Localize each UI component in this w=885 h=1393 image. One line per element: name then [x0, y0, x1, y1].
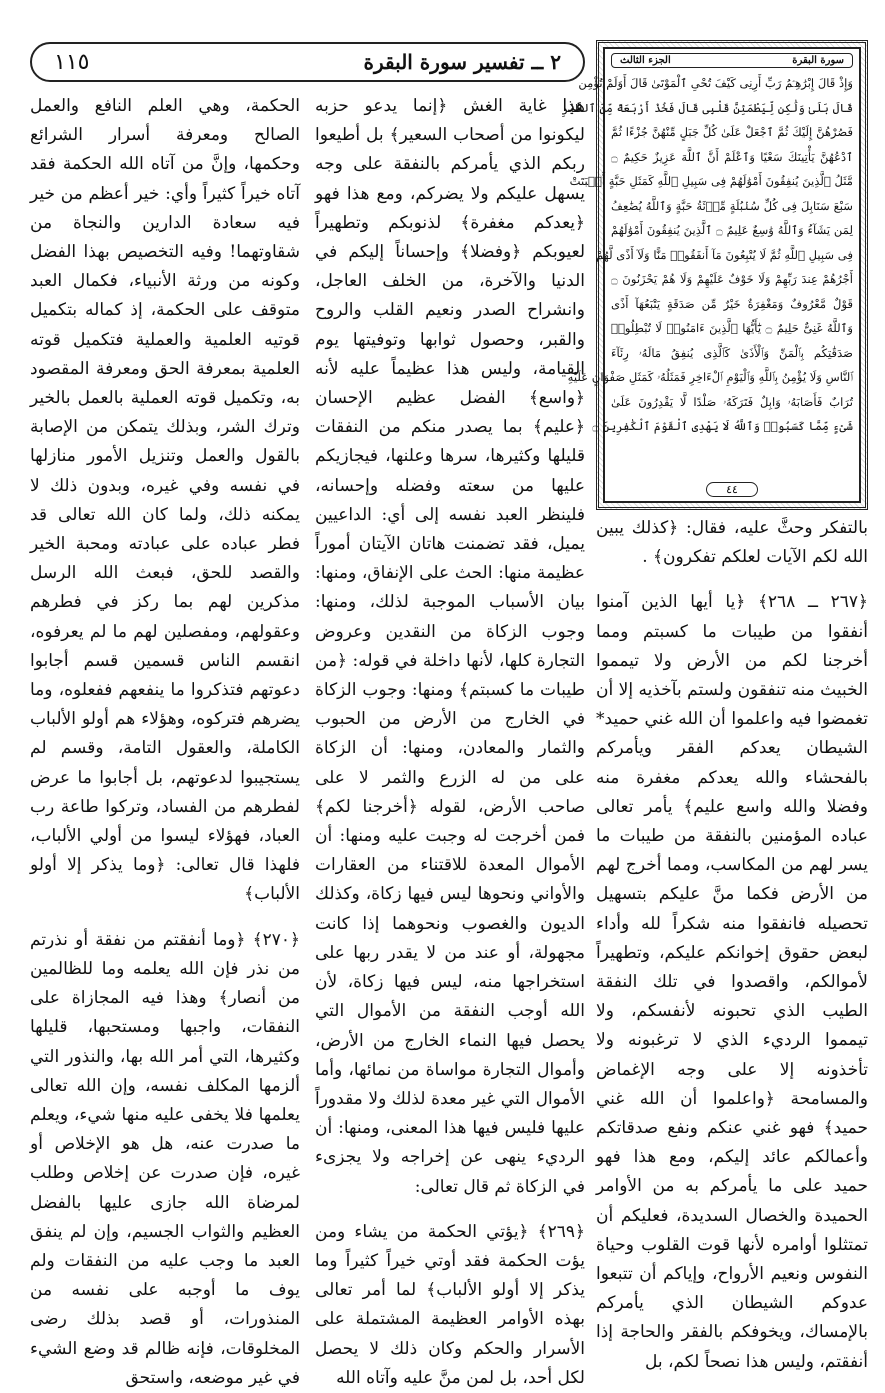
- paragraph: بالتفكر وحثَّ عليه، فقال: ﴿كذلك يبين الله لكم الآيات لعلكم تفكرون﴾ .: [596, 518, 868, 568]
- quran-line: فَصُرْهُنَّ إِلَيْكَ ثُمَّ ٱجْعَلْ عَلَىٰ كُلِّ جَبَلٍ مِّنْهُنَّ جُزْءًا ثُمَّ: [611, 125, 853, 139]
- mushaf-juz-name: الجزء الثالث: [620, 55, 671, 66]
- quran-line: أَجْرُهُمْ عِندَ رَبِّهِمْ وَلَا خَوْفٌ عَلَيْهِمْ وَلَا هُمْ يَحْزَنُونَ ۝: [611, 272, 853, 286]
- quran-line: قَوْلٌ مَّعْرُوفٌ وَمَغْفِرَةٌ خَيْرٌ مِّن صَدَقَةٍ يَتْبَعُهَآ أَذًى: [611, 296, 853, 311]
- text-column-right: [596, 514, 868, 1377]
- paragraph: الحكمة، وهي العلم النافع والعمل الصالح ومعرفة أسرار الشرائع وحكمها، وإنَّ من آتاه الله الحكمة فقد آتاه خيراً كثيراً وأي: خير أعظم من خير فيه سعادة الدارين والنجاة من شقاوتهما! وفيه التخصيص بهذا الفضل وكونه من ورثة الأنبياء، فكمال العبد متوقف على الحكمة، إذ كماله بتكميل قوتيه العلمية والعملية فتكميل قوته العلمية بمعرفة الحق ومعرفة المقصود به، وتكميل قوته العملية بالعمل بالخير وترك الشر، وبذلك يتمكن من الإصابة بالقول والعمل وتنزيل الأمور منازلها في نفسه وفي غيره، وبدون ذلك لا يمكنه ذلك، ولما كان الله تعالى قد فطر عباده على عبادته ومحبة الخير والقصد للحق، فبعث الله الرسل مذكرين لهم بما ركز في فطرهم وعقولهم، ومفصلين لهم ما لم يعرفوه، انقسم الناس قسمين قسم أجابوا دعوتهم فتذكروا ما ينفعهم ففعلوه، وما يضرهم فتركوه، وهؤلاء هم أولو الألباب الكاملة، والعقول التامة، وقسم لم يستجيبوا لدعوتهم، بل أجابوا ما عرض لفطرهم من الفساد، وتركوا طاعة رب العباد، فهؤلاء ليسوا من أولي الألباب، فلهذا قال تعالى: ﴿وما يذكر إلا أولو الألباب﴾: [30, 96, 300, 905]
- paragraph-spacer: [596, 572, 868, 588]
- page-number: ١١٥: [54, 49, 90, 75]
- quran-line: ٱلنَّاسِ وَلَا يُؤْمِنُ بِٱللَّهِ وَٱلْيَوْمِ ٱلْءَاخِرِ فَمَثَلُهُۥ كَمَثَلِ صَفْوَانٍ عَلَيْهِ: [567, 370, 853, 384]
- paragraph: ﴿٢٦٩﴾ ﴿يؤتي الحكمة من يشاء ومن يؤت الحكمة فقد أوتي خيراً كثيراً وما يذكر إلا أولو الألباب﴾ لما أمر تعالى بهذه الأوامر العظيمة المشتملة على الأسرار والحكم وكان ذلك لا يحصل لكل أحد، بل لمن منَّ عليه وآتاه الله: [315, 1221, 585, 1388]
- paragraph: ﴿٢٧٠﴾ ﴿وما أنفقتم من نفقة أو نذرتم من نذر فإن الله يعلمه وما للظالمين من أنصار﴾ وهذا فيه المجازاة على النفقات، واجبها ومستحبها، قليلها وكثيرها، التي أمر الله بها، والنذور التي ألزمها المكلف نفسه، وإن الله تعالى يعلمها فلا يخفى عليه منها شيء، ويعلم ما صدرت عنه، هل هو الإخلاص أو غيره، فإن صدرت عن إخلاص وطلب لمرضاة الله جازى عليها بالفضل العظيم والثواب الجسيم، وإن لم ينفق العبد ما وجب عليه من النفقات ولم يوف ما أوجبه على نفسه من المنذورات، أو قصد بذلك رضى المخلوقات، فإنه ظالم قد وضع الشيء في غير موضعه، واستحق: [30, 929, 300, 1388]
- paragraph: ﴿٢٦٧ ــ ٢٦٨﴾ ﴿يا أيها الذين آمنوا أنفقوا من طيبات ما كسبتم ومما أخرجنا لكم من الأرض ولا تيمموا الخبيث منه تنفقون ولستم بآخذيه إلا أن تغمضوا فيه واعلموا أن الله غني حميد* الشيطان يعدكم الفقر ويأمركم بالفحشاء والله يعدكم مغفرة منه وفضلا والله واسع عليم﴾ يأمر تعالى عباده المؤمنين بالنفقة من طيبات ما يسر لهم من المكاسب، ومما أخرج لهم من الأرض فكما منَّ عليكم بتسهيل تحصيله فانفقوا منه شكراً لله وأداء لبعض حقوق إخوانكم عليكم، وتطهيراً لأموالكم، واقصدوا في تلك النفقة الطيب الذي تحبونه لأنفسكم، ولا تيمموا الرديء الذي لا ترغبونه ولا تأخذونه إلا على وجه الإغماض والمسامحة ﴿واعلموا أن الله غني حميد﴾ فهو غني عنكم ونفع صدقاتكم وأعمالكم عائد إليكم، ومع هذا فهو حميد على ما يأمركم به من الأوامر الحميدة والخصال السديدة، فعليكم أن تمتثلوا أوامره لأنها قوت القلوب وحياة النفوس ونعيم الأرواح، وإياكم أن تتبعوا عدوكم الشيطان الذي يأمركم بالإمساك، ويخوفكم بالفقر والحاجة إذا أنفقتم، وليس هذا نصحاً لكم، بل: [596, 592, 868, 1372]
- paragraph-spacer: [315, 1202, 585, 1218]
- quran-line: مَّثَلُ ٱلَّذِينَ يُنفِقُونَ أَمْوَٰلَهُمْ فِى سَبِيلِ ٱللَّهِ كَمَثَلِ حَبَّةٍ أَنۢبَتَتْ: [569, 174, 853, 188]
- paragraph: هذا غاية الغش ﴿إنما يدعو حزبه ليكونوا من أصحاب السعير﴾ بل أطيعوا ربكم الذي يأمركم بالنفقة على وجه يسهل عليكم ولا يضركم، ومع هذا فهو ﴿يعدكم مغفرة﴾ لذنوبكم وتطهيراً لعيوبكم ﴿وفضلا﴾ وإحساناً إليكم في الدنيا والآخرة، من الخلف العاجل، وانشراح الصدر ونعيم القلب والروح والقبر، وحصول ثوابها وتوفيتها يوم القيامة، وليس هذا عظيماً عليه لأنه ﴿واسع﴾ الفضل عظيم الإحسان ﴿عليم﴾ بما يصدر منكم من النفقات قليلها وكثيرها، سرها وعلنها، فيجازيكم عليها من سعته وفضله وإحسانه، فلينظر العبد نفسه إلى أي: الداعيين يميل، فقد تضمنت هاتان الآيتان أموراً عظيمة منها: الحث على الإنفاق، ومنها: بيان الأسباب الموجبة لذلك، ومنها: وجوب الزكاة من النقدين وعروض التجارة كلها، لأنها داخلة في قوله: ﴿من طيبات ما كسبتم﴾ ومنها: وجوب الزكاة في الخارج من الأرض من الحبوب والثمار والمعادن، ومنها: أن الزكاة على من له الزرع والثمر لا على صاحب الأرض، لقوله ﴿أخرجنا لكم﴾ فمن أخرجت له وجبت عليه ومنها: أن الأموال المعدة للاقتناء من العقارات والأواني ونحوها ليس فيها زكاة، وكذلك الديون والغصوب ونحوهما إذا كانت مجهولة، أو عند من لا يقدر ربها على استخراجها منه، ليس فيها زكاة، لأن الله أوجب النفقة من الأموال التي يحصل فيها النماء الخارج من الأرض، وأموال التجارة مواساة من نمائها، وأما الأموال التي غير معدة لذلك ولا مقدوراً عليها فليس فيها هذا المعنى، ومنها: أن الرديء ينهى عن إخراجه ولا يجزىء في الزكاة ثم قال تعالى:: [315, 96, 585, 1197]
- quran-verses: [561, 71, 853, 479]
- quran-line: وَإِذْ قَالَ إِبْرَٰهِـۧمُ رَبِّ أَرِنِى كَيْفَ تُحْىِ ٱلْمَوْتَىٰ قَالَ أَوَلَمْ تُؤْمِن: [578, 76, 853, 90]
- quran-text-frame: [561, 40, 868, 510]
- quran-line: صَدَقَٰتِكُم بِٱلْمَنِّ وَٱلْأَذَىٰ كَٱلَّذِى يُنفِقُ مَالَهُۥ رِئَآءَ: [611, 345, 853, 360]
- text-column-left: [30, 92, 300, 1393]
- quran-line: وَٱللَّهُ غَنِىٌّ حَلِيمٌ ۝ يَٰٓأَيُّهَا ٱلَّذِينَ ءَامَنُوا۟ لَا تُبْطِلُوا۟: [611, 321, 853, 335]
- quran-line: تُرَابٌ فَأَصَابَهُۥ وَابِلٌ فَتَرَكَهُۥ صَلْدًا لَّا يَقْدِرُونَ عَلَىٰ: [611, 394, 853, 409]
- quran-text-inner: [561, 47, 861, 503]
- quran-line: سَبْعَ سَنَابِلَ فِى كُلِّ سُنۢبُلَةٍ مِّا۟ئَةُ حَبَّةٍ وَٱللَّهُ يُضَٰعِفُ: [611, 198, 853, 213]
- quran-line: قَالَ بَلَىٰ وَلَٰكِن لِّيَطْمَئِنَّ قَلْبِى قَالَ فَخُذْ أَرْبَعَةً مِّنَ ٱلطَّيْرِ: [561, 100, 853, 115]
- mushaf-surah-name: سورة البقرة: [792, 55, 844, 66]
- mushaf-header: [611, 53, 853, 68]
- quran-line: ٱدْعُهُنَّ يَأْتِينَكَ سَعْيًا وَٱعْلَمْ أَنَّ ٱللَّهَ عَزِيزٌ حَكِيمٌ ۝: [611, 149, 853, 164]
- running-title: ٢ ــ تفسير سورة البقرة: [363, 50, 561, 74]
- mushaf-page-number: ٤٤: [706, 482, 758, 497]
- quran-line: شَىْءٍ مِّمَّا كَسَبُوا۟ وَٱللَّهُ لَا يَهْدِى ٱلْقَوْمَ ٱلْكَٰفِرِينَ ۝: [592, 419, 853, 433]
- paragraph-spacer: [30, 910, 300, 926]
- quran-line: لِمَن يَشَآءُ وَٱللَّهُ وَٰسِعٌ عَلِيمٌ ۝ ٱلَّذِينَ يُنفِقُونَ أَمْوَٰلَهُمْ: [611, 223, 853, 237]
- quran-line: فِى سَبِيلِ ٱللَّهِ ثُمَّ لَا يُتْبِعُونَ مَآ أَنفَقُوا۟ مَنًّا وَلَآ أَذًى لَّهُمْ: [596, 247, 853, 262]
- page-header: [30, 42, 585, 82]
- text-column-middle: [315, 92, 585, 1393]
